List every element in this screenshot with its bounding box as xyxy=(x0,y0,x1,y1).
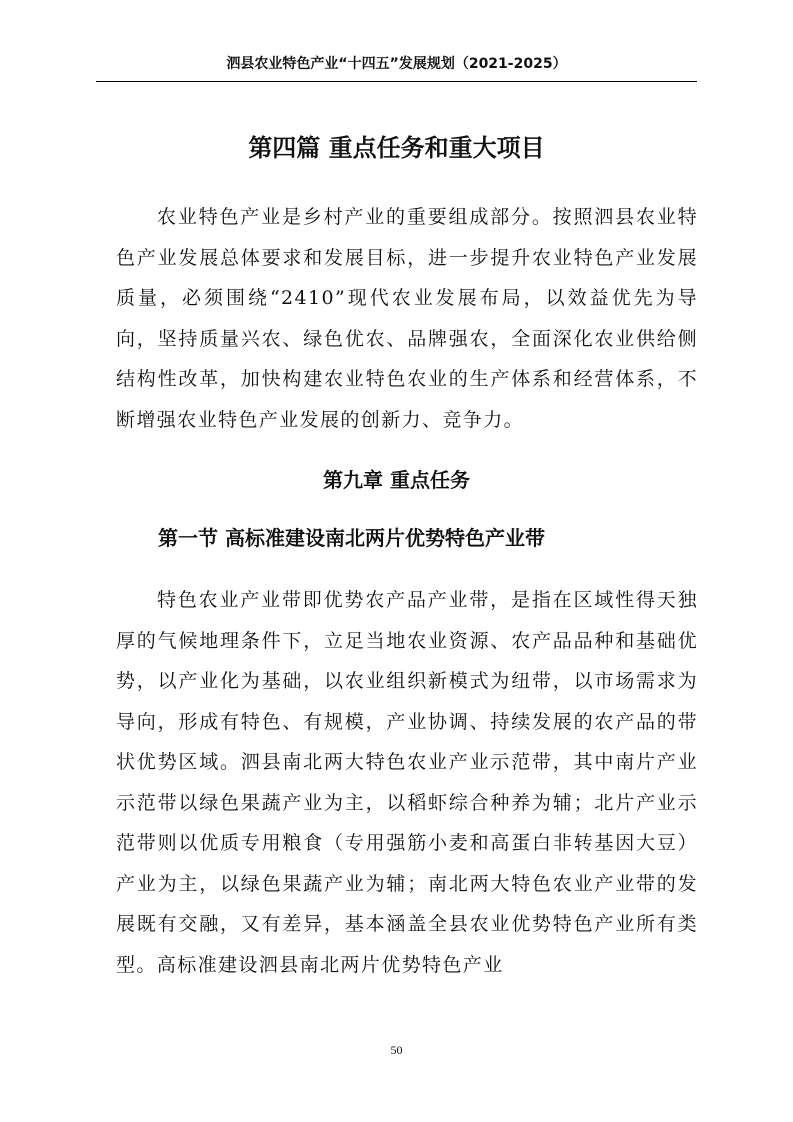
page-number: 50 xyxy=(390,1043,403,1057)
header-divider xyxy=(96,81,697,82)
section-body-paragraph: 特色农业产业带即优势农产品产业带，是指在区域性得天独厚的气候地理条件下，立足当地农业资源、农产品品种和基础优势，以产业化为基础，以农业组织新模式为纽带，以市场需求为导向，形成有特色、有规模，产业协调、持续发展的农产品的带状优势区域。泗县南北两大特色农业产业示范带，其中南片产业示范带以绿色果蔬产业为主，以稻虾综合种养为辅；北片产业示范带则以优质专用粮食（专用强筋小麦和高蛋白非转基因大豆）产业为主，以绿色果蔬产业为辅；南北两大特色农业产业带的发展既有交融，又有差异，基本涵盖全县农业优势特色产业所有类型。高标准建设泗县南北两片优势特色产业 xyxy=(116,589,698,976)
section-title: 第一节 高标准建设南北两片优势特色产业带 xyxy=(158,526,545,550)
part-intro-paragraph: 农业特色产业是乡村产业的重要组成部分。按照泗县农业特色产业发展总体要求和发展目标，进一步提升农业特色产业发展质量，必须围绕“2410”现代农业发展布局，以效益优先为导向，坚持质量兴农、绿色优农、品牌强农，全面深化农业供给侧结构性改革，加快构建农业特色农业的生产体系和经营体系，不断增强农业特色产业发展的创新力、竞争力。 xyxy=(116,206,698,431)
running-header: 泗县农业特色产业“十四五”发展规划（2021-2025） xyxy=(226,56,567,72)
chapter-title: 第九章 重点任务 xyxy=(323,468,470,492)
part-title: 第四篇 重点任务和重大项目 xyxy=(248,134,545,162)
